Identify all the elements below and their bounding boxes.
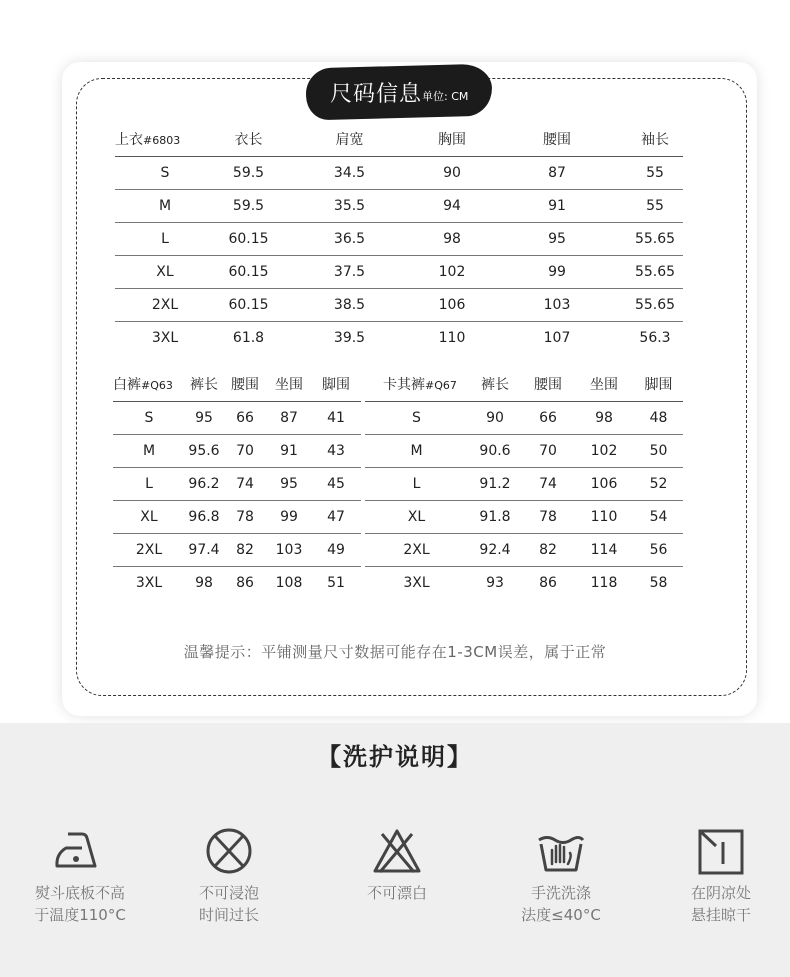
table-row xyxy=(113,566,361,599)
care-item-hand-wash xyxy=(486,826,636,926)
measurement-cell: 110 xyxy=(438,329,466,346)
measurement-cell: 91 xyxy=(267,434,311,467)
table-header-row xyxy=(365,368,683,401)
measurement-cell: 50 xyxy=(634,434,683,467)
measurement-cell: 102 xyxy=(574,434,634,467)
measurement-cell: 114 xyxy=(574,533,634,566)
measurement-cell: 78 xyxy=(522,500,574,533)
hand-wash-icon xyxy=(534,826,588,876)
measurement-cell: 91.2 xyxy=(468,467,522,500)
care-text: 在阴凉处 悬挂晾干 xyxy=(690,884,751,924)
measurement-cell: 82 xyxy=(223,533,267,566)
measurement-cell: 103 xyxy=(267,533,311,566)
size-label-cell: M xyxy=(115,189,215,222)
measurement-cell: 55.65 xyxy=(627,222,683,255)
table-row xyxy=(115,255,683,288)
column-header: 肩宽 xyxy=(282,123,417,156)
size-label-cell: L xyxy=(365,467,468,500)
table-row xyxy=(113,467,361,500)
measurement-cell: 74 xyxy=(522,467,574,500)
measurement-cell: 34.5 xyxy=(282,156,417,189)
care-item-no-soak xyxy=(154,826,304,926)
size-label-cell: M xyxy=(365,434,468,467)
measurement-cell: 59.5 xyxy=(215,189,282,222)
measurement-cell: 38.5 xyxy=(282,288,417,321)
measurement-cell: 97.4 xyxy=(185,533,223,566)
column-header: 裤长 xyxy=(468,368,522,401)
measurement-tip: 温馨提示：平铺测量尺寸数据可能存在1-3CM误差，属于正常 xyxy=(183,643,607,661)
measurement-cell: 55 xyxy=(627,156,683,189)
column-header: 脚围 xyxy=(634,368,683,401)
table-row xyxy=(365,467,683,500)
measurement-cell: 94 xyxy=(417,189,487,222)
table-product-name: 卡其裤#Q67 xyxy=(365,368,468,401)
measurement-cell: 49 xyxy=(311,533,361,566)
table-row xyxy=(113,434,361,467)
table-row xyxy=(115,189,683,222)
tops-size-table xyxy=(115,123,683,354)
column-header: 衣长 xyxy=(215,123,282,156)
size-label-cell: XL xyxy=(113,500,185,533)
measurement-cell: 118 xyxy=(590,574,618,591)
measurement-cell: 37.5 xyxy=(282,255,417,288)
measurement-cell: 92.4 xyxy=(468,533,522,566)
measurement-cell: 108 xyxy=(275,574,303,591)
size-label-cell: 3XL xyxy=(135,574,163,591)
measurement-cell: 70 xyxy=(522,434,574,467)
care-text: 不可浸泡 时间过长 xyxy=(198,884,259,924)
white-pants-size-table xyxy=(113,368,361,599)
table-row xyxy=(115,156,683,189)
unit-label: 单位: CM xyxy=(422,90,469,103)
measurement-cell: 87 xyxy=(267,401,311,434)
measurement-cell: 95 xyxy=(185,401,223,434)
measurement-cell: 96.2 xyxy=(185,467,223,500)
size-label-cell: 3XL xyxy=(151,329,179,346)
measurement-cell: 99 xyxy=(487,255,627,288)
measurement-cell: 55.65 xyxy=(627,255,683,288)
table-row xyxy=(365,434,683,467)
measurement-cell: 56 xyxy=(634,533,683,566)
measurement-cell: 91.8 xyxy=(468,500,522,533)
table-row xyxy=(115,288,683,321)
measurement-cell: 41 xyxy=(311,401,361,434)
measurement-cell: 59.5 xyxy=(215,156,282,189)
size-label-cell: L xyxy=(115,222,215,255)
measurement-cell: 54 xyxy=(634,500,683,533)
measurement-cell: 56.3 xyxy=(639,329,671,346)
measurement-cell: 45 xyxy=(311,467,361,500)
care-text: 熨斗底板不高 于温度110°C xyxy=(34,884,126,924)
size-label-cell: XL xyxy=(365,500,468,533)
measurement-cell: 95 xyxy=(487,222,627,255)
measurement-cell: 82 xyxy=(522,533,574,566)
care-item-shade-dry xyxy=(646,826,790,926)
care-item-iron xyxy=(5,826,155,926)
table-row xyxy=(115,222,683,255)
measurement-cell: 60.15 xyxy=(215,288,282,321)
column-header: 胸围 xyxy=(417,123,487,156)
measurement-cell: 55 xyxy=(627,189,683,222)
table-header-row xyxy=(115,123,683,156)
table-row xyxy=(115,321,683,354)
column-header: 坐围 xyxy=(574,368,634,401)
measurement-cell: 98 xyxy=(195,574,213,591)
measurement-cell: 102 xyxy=(417,255,487,288)
care-text: 不可漂白 xyxy=(366,884,427,902)
measurement-cell: 36.5 xyxy=(282,222,417,255)
measurement-cell: 52 xyxy=(634,467,683,500)
measurement-cell: 55.65 xyxy=(627,288,683,321)
iron-low-temp-icon xyxy=(50,826,110,876)
size-label-cell: XL xyxy=(115,255,215,288)
care-text: 手洗洗涤 法度≤40°C xyxy=(521,884,601,924)
table-product-name: 白裤#Q63 xyxy=(113,368,185,401)
table-row xyxy=(365,533,683,566)
size-label-cell: 2XL xyxy=(365,533,468,566)
measurement-cell: 35.5 xyxy=(282,189,417,222)
table-row xyxy=(113,533,361,566)
table-row xyxy=(113,500,361,533)
column-header: 脚围 xyxy=(311,368,361,401)
table-row xyxy=(365,566,683,599)
measurement-cell: 39.5 xyxy=(333,329,366,346)
measurement-cell: 95 xyxy=(267,467,311,500)
size-info-title: 尺码信息 xyxy=(330,82,423,107)
size-label-cell: L xyxy=(113,467,185,500)
measurement-cell: 66 xyxy=(522,401,574,434)
measurement-cell: 98 xyxy=(417,222,487,255)
measurement-cell: 93 xyxy=(486,574,504,591)
measurement-cell: 110 xyxy=(574,500,634,533)
measurement-cell: 47 xyxy=(311,500,361,533)
size-label-cell: 2XL xyxy=(113,533,185,566)
measurement-cell: 43 xyxy=(311,434,361,467)
table-header-row xyxy=(113,368,361,401)
dry-in-shade-icon xyxy=(694,826,748,876)
measurement-cell: 95.6 xyxy=(185,434,223,467)
column-header: 腰围 xyxy=(223,368,267,401)
table-row xyxy=(113,401,361,434)
measurement-cell: 86 xyxy=(236,574,254,591)
care-title: 【洗护说明】 xyxy=(317,743,473,771)
measurement-cell: 90 xyxy=(468,401,522,434)
size-label-cell: 3XL xyxy=(403,574,430,591)
column-header: 腰围 xyxy=(487,123,627,156)
measurement-cell: 106 xyxy=(417,288,487,321)
measurement-cell: 60.15 xyxy=(215,255,282,288)
measurement-cell: 74 xyxy=(223,467,267,500)
measurement-cell: 107 xyxy=(543,329,571,346)
size-label-cell: 2XL xyxy=(115,288,215,321)
measurement-cell: 98 xyxy=(574,401,634,434)
measurement-cell: 99 xyxy=(267,500,311,533)
column-header: 坐围 xyxy=(267,368,311,401)
measurement-cell: 70 xyxy=(223,434,267,467)
measurement-cell: 60.15 xyxy=(215,222,282,255)
size-label-cell: M xyxy=(113,434,185,467)
measurement-cell: 96.8 xyxy=(185,500,223,533)
table-row xyxy=(365,500,683,533)
table-row xyxy=(365,401,683,434)
khaki-pants-size-table xyxy=(365,368,683,599)
do-not-soak-icon xyxy=(202,826,256,876)
measurement-cell: 90 xyxy=(417,156,487,189)
measurement-cell: 106 xyxy=(574,467,634,500)
do-not-bleach-icon xyxy=(370,826,424,876)
measurement-cell: 90.6 xyxy=(468,434,522,467)
measurement-cell: 58 xyxy=(649,574,668,591)
table-product-name: 上衣#6803 xyxy=(115,123,215,156)
measurement-cell: 78 xyxy=(223,500,267,533)
measurement-cell: 87 xyxy=(487,156,627,189)
measurement-cell: 61.8 xyxy=(232,329,265,346)
measurement-cell: 66 xyxy=(223,401,267,434)
measurement-cell: 103 xyxy=(487,288,627,321)
column-header: 裤长 xyxy=(185,368,223,401)
care-item-no-bleach xyxy=(322,826,472,904)
size-label-cell: S xyxy=(115,156,215,189)
size-label-cell: S xyxy=(113,401,185,434)
measurement-cell: 86 xyxy=(539,574,557,591)
measurement-cell: 48 xyxy=(634,401,683,434)
size-label-cell: S xyxy=(365,401,468,434)
column-header: 袖长 xyxy=(627,123,683,156)
measurement-cell: 51 xyxy=(327,574,345,591)
measurement-cell: 91 xyxy=(487,189,627,222)
column-header: 腰围 xyxy=(522,368,574,401)
